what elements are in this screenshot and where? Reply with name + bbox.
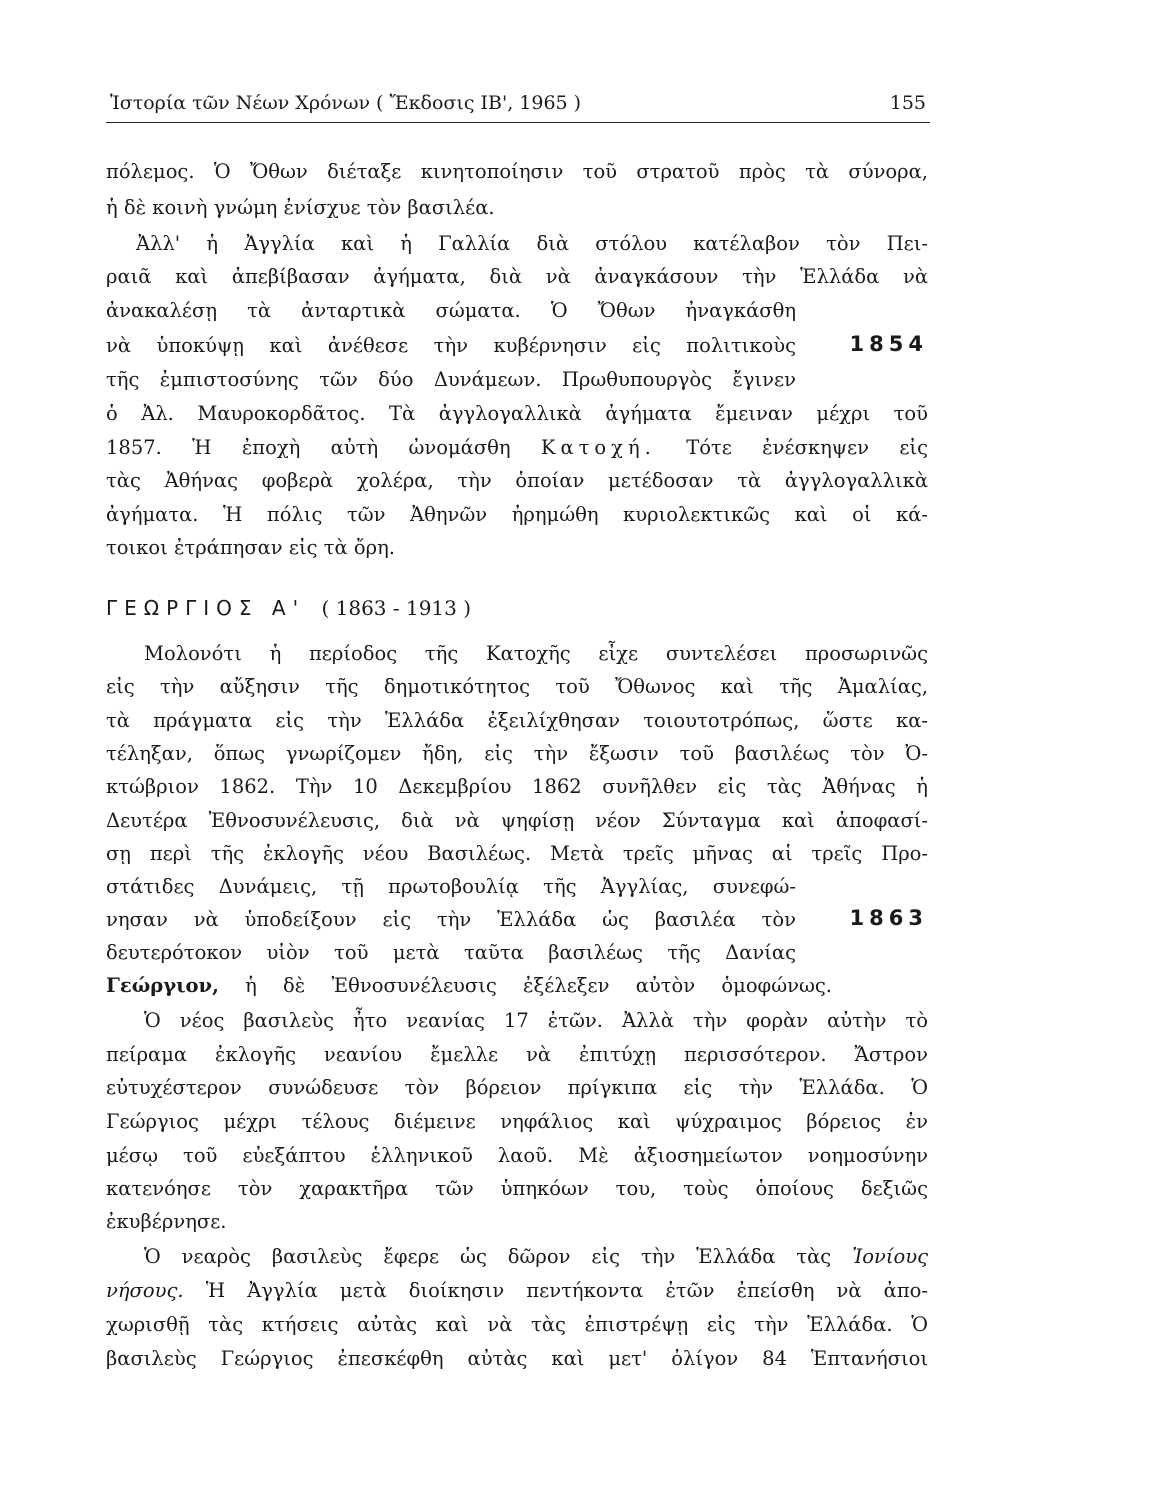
text-line-katoxi xyxy=(106,436,928,459)
heading-dates: ( 1863 - 1913 ) xyxy=(321,596,472,620)
text-line: Ἀλλ' ἡ Ἀγγλία καὶ ἡ Γαλλία διὰ στόλου κατέλαβον τὸν Πει- xyxy=(136,232,928,255)
section-heading xyxy=(106,596,471,620)
text-line: τὰ πράγματα εἰς τὴν Ἑλλάδα ἐξειλίχθησαν τοιουτοτρόπως, ὥστε κα- xyxy=(106,709,928,732)
text-line: πείραμα ἐκλογῆς νεανίου ἔμελλε νὰ ἐπιτύχῃ περισσότερον. Ἄστρον xyxy=(106,1043,928,1066)
text-line-ionian xyxy=(144,1245,928,1268)
book-title: Ἱστορία τῶν Νέων Χρόνων ( Ἔκδοσις ΙΒ', 1965 ) xyxy=(110,92,582,114)
text-line: τοικοι ἐτράπησαν εἰς τὰ ὄρη. xyxy=(106,536,395,559)
text-line: μέσῳ τοῦ εὐεξάπτου ἑλληνικοῦ λαοῦ. Μὲ ἀξιοσημείωτον νοημοσύνην xyxy=(106,1144,928,1167)
georgios-rest: ἡ δὲ Ἐθνοσυνέλευσις ἐξέλεξεν αὐτὸν ὁμοφώνως. xyxy=(245,974,832,997)
katoxi-before: 1857. Ἡ ἐποχὴ αὐτὴ ὠνομάσθη xyxy=(106,436,511,459)
text-line: κτώβριον 1862. Τὴν 10 Δεκεμβρίου 1862 συνῆλθεν εἰς τὰς Ἀθήνας ἡ xyxy=(106,775,928,798)
text-line: ἀνακαλέσῃ τὰ ἀνταρτικὰ σώματα. Ὁ Ὄθων ἠναγκάσθη xyxy=(106,299,796,322)
text-line: εἰς τὴν αὔξησιν τῆς δημοτικότητος τοῦ Ὄθωνος καὶ τῆς Ἀμαλίας, xyxy=(106,675,928,698)
text-line: σῃ περὶ τῆς ἐκλογῆς νέου Βασιλέως. Μετὰ τρεῖς μῆνας αἱ τρεῖς Προ- xyxy=(106,842,928,865)
margin-year-1863: 1863 xyxy=(849,906,928,930)
text-line: ἀγήματα. Ἡ πόλις τῶν Ἀθηνῶν ἠρημώθη κυριολεκτικῶς καὶ οἱ κά- xyxy=(106,503,928,526)
text-line: πόλεμος. Ὁ Ὄθων διέταξε κινητοποίησιν τοῦ στρατοῦ πρὸς τὰ σύνορα, xyxy=(106,160,928,183)
nisous-italic: νήσους. xyxy=(106,1279,184,1302)
katoxi-after: Τότε ἐνέσκηψεν εἰς xyxy=(686,436,928,459)
georgios-name: Γεώργιον, xyxy=(106,974,219,997)
text-line: ραιᾶ καὶ ἀπεβίβασαν ἀγήματα, διὰ νὰ ἀναγκάσουν τὴν Ἑλλάδα νὰ xyxy=(106,265,928,288)
text-line: νὰ ὑποκύψῃ καὶ ἀνέθεσε τὴν κυβέρνησιν εἰς πολιτικοὺς xyxy=(106,334,796,357)
text-line: στάτιδες Δυνάμεις, τῇ πρωτοβουλίᾳ τῆς Ἀγγλίας, συνεφώ- xyxy=(106,875,796,898)
ionian-italic: Ἰονίους xyxy=(852,1245,928,1268)
text-line-nisous xyxy=(106,1279,928,1302)
text-line: Ὁ νέος βασιλεὺς ἦτο νεανίας 17 ἐτῶν. Ἀλλὰ τὴν φορὰν αὐτὴν τὸ xyxy=(144,1009,928,1032)
text-line: βασιλεὺς Γεώργιος ἐπεσκέφθη αὐτὰς καὶ μετ' ὀλίγον 84 Ἑπτανήσιοι xyxy=(106,1347,928,1370)
page-number: 155 xyxy=(889,92,926,114)
ionian-before: Ὁ νεαρὸς βασιλεὺς ἔφερε ὡς δῶρον εἰς τὴν Ἑλλάδα τὰς xyxy=(144,1245,832,1268)
text-line: τῆς ἐμπιστοσύνης τῶν δύο Δυνάμεων. Πρωθυπουργὸς ἔγινεν xyxy=(106,368,796,391)
katoxi-term: Κατοχή. xyxy=(540,436,656,459)
text-line-georgios xyxy=(106,974,832,997)
text-line: ἡ δὲ κοινὴ γνώμη ἐνίσχυε τὸν βασιλέα. xyxy=(106,196,495,219)
text-line: τέληξαν, ὅπως γνωρίζομεν ἤδη, εἰς τὴν ἔξωσιν τοῦ βασιλέως τὸν Ὀ- xyxy=(106,742,928,765)
running-header xyxy=(106,92,930,123)
text-line: χωρισθῇ τὰς κτήσεις αὐτὰς καὶ νὰ τὰς ἐπιστρέψῃ εἰς τὴν Ἑλλάδα. Ὁ xyxy=(106,1313,928,1336)
text-line: Γεώργιος μέχρι τέλους διέμεινε νηφάλιος καὶ ψύχραιμος βόρειος ἐν xyxy=(106,1110,928,1133)
text-line: νησαν νὰ ὑποδείξουν εἰς τὴν Ἑλλάδα ὡς βασιλέα τὸν xyxy=(106,908,796,931)
text-line: ὁ Ἀλ. Μαυροκορδᾶτος. Τὰ ἀγγλογαλλικὰ ἀγήματα ἔμειναν μέχρι τοῦ xyxy=(106,402,928,425)
text-line: Μολονότι ἡ περίοδος τῆς Κατοχῆς εἶχε συντελέσει προσωρινῶς xyxy=(144,642,928,665)
margin-year-1854: 1854 xyxy=(849,332,928,356)
text-line: δευτερότοκον υἱὸν τοῦ μετὰ ταῦτα βασιλέως τῆς Δανίας xyxy=(106,941,796,964)
text-line: ἐκυβέρνησε. xyxy=(106,1210,227,1233)
heading-name: ΓΕΩΡΓΙΟΣ Α' xyxy=(106,596,306,620)
text-line: εὐτυχέστερον συνώδευσε τὸν βόρειον πρίγκιπα εἰς τὴν Ἑλλάδα. Ὁ xyxy=(106,1076,928,1099)
nisous-after: Ἡ Ἀγγλία μετὰ διοίκησιν πεντήκοντα ἐτῶν ἐπείσθη νὰ ἀπο- xyxy=(205,1279,928,1302)
text-line: τὰς Ἀθήνας φοβερὰ χολέρα, τὴν ὁποίαν μετέδοσαν τὰ ἀγγλογαλλικὰ xyxy=(106,469,928,492)
text-line: Δευτέρα Ἐθνοσυνέλευσις, διὰ νὰ ψηφίσῃ νέον Σύνταγμα καὶ ἀποφασί- xyxy=(106,809,928,832)
text-line: κατενόησε τὸν χαρακτῆρα τῶν ὑπηκόων του, τοὺς ὁποίους δεξιῶς xyxy=(106,1177,928,1200)
